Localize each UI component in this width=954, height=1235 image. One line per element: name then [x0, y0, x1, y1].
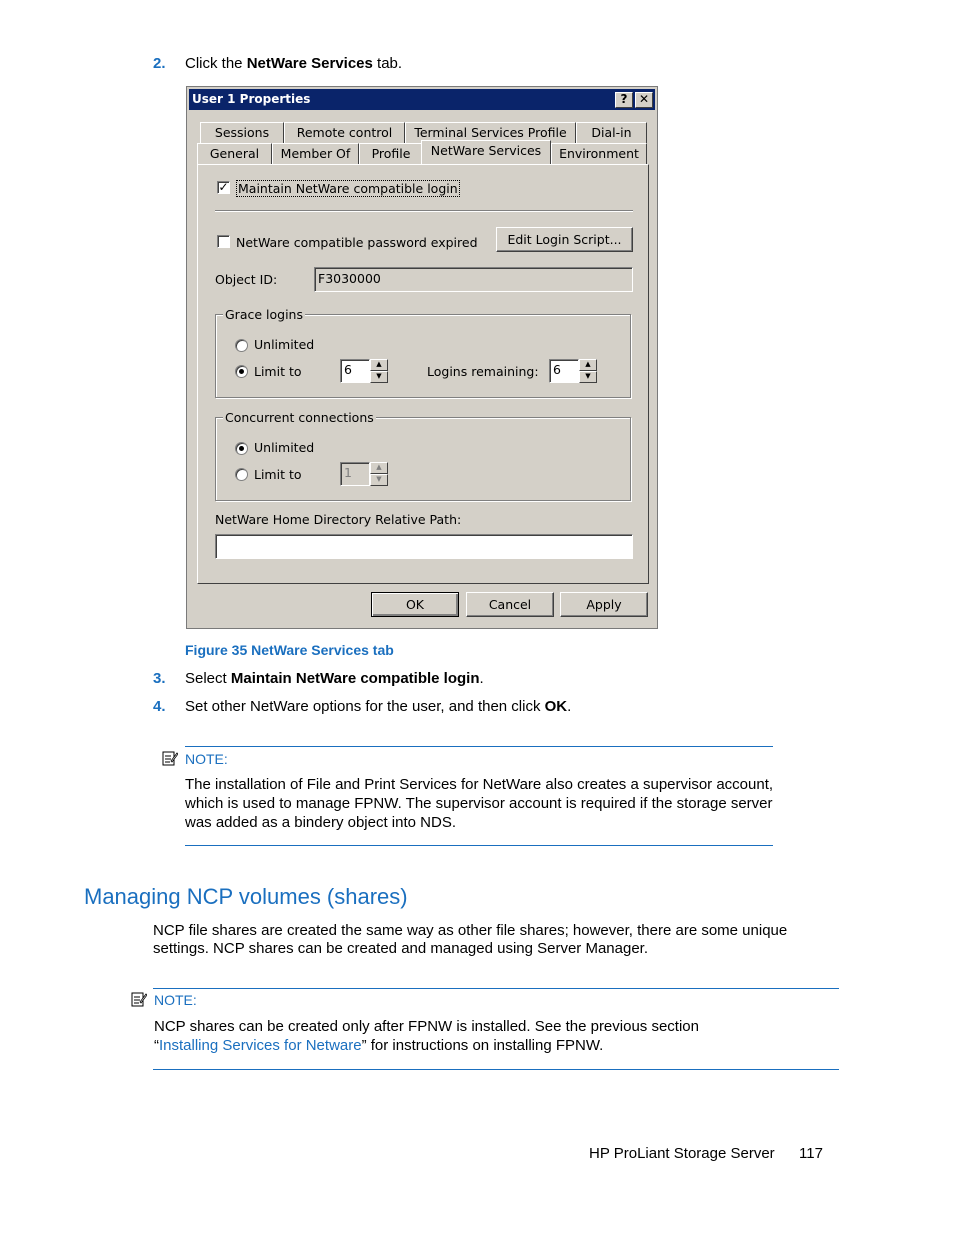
note-label: NOTE: [185, 751, 228, 767]
tab-member-of[interactable]: Member Of [272, 143, 359, 164]
tab-terminal-services-profile[interactable]: Terminal Services Profile [405, 122, 576, 143]
note-rule-top [153, 988, 839, 989]
step-bold-term: NetWare Services [246, 55, 373, 72]
quote: “ [154, 1037, 159, 1054]
step-text: . [567, 698, 572, 715]
apply-button[interactable]: Apply [560, 592, 648, 617]
note-rule-bottom [185, 845, 773, 846]
concurrent-limit-spinner[interactable] [340, 462, 388, 486]
password-expired-label: NetWare compatible password expired [236, 235, 478, 250]
help-button[interactable]: ? [615, 92, 633, 108]
tab-profile[interactable]: Profile [359, 143, 423, 164]
installing-services-link[interactable]: Installing Services for Netware [159, 1037, 362, 1054]
concurrent-limit-radio[interactable] [235, 468, 248, 481]
grace-limit-value[interactable]: 6 [340, 359, 370, 383]
footer-product: HP ProLiant Storage Server [589, 1145, 775, 1162]
logins-remaining-label: Logins remaining: [427, 364, 539, 379]
grace-limit-label: Limit to [254, 364, 302, 379]
spin-up-icon[interactable]: ▲ [370, 462, 388, 474]
edit-login-script-button[interactable]: Edit Login Script... [496, 227, 633, 252]
spin-up-icon[interactable]: ▲ [370, 359, 388, 371]
cancel-button[interactable]: Cancel [466, 592, 554, 617]
note-line: NCP shares can be created only after FPNW is installed. See the previous section [154, 1018, 699, 1035]
step-text: Select [185, 670, 231, 687]
grace-logins-group [215, 314, 631, 398]
user-properties-dialog [186, 86, 658, 629]
grace-unlimited-label: Unlimited [254, 337, 315, 352]
step-bold-term: OK [544, 698, 568, 715]
tab-remote-control[interactable]: Remote control [284, 122, 405, 143]
tab-sessions[interactable]: Sessions [200, 122, 284, 143]
spin-down-icon[interactable]: ▼ [370, 371, 388, 383]
step-3-text [185, 669, 484, 688]
tab-panel [197, 164, 649, 584]
step-bold-term: Maintain NetWare compatible login [230, 670, 480, 687]
step-number: 4. [153, 698, 166, 715]
tab-netware-services[interactable]: NetWare Services [421, 140, 551, 164]
tab-environment[interactable]: Environment [551, 143, 647, 164]
tab-dial-in[interactable]: Dial-in [576, 122, 647, 143]
step-text: . [479, 670, 484, 687]
figure-caption: Figure 35 NetWare Services tab [185, 642, 394, 658]
maintain-login-label: Maintain NetWare compatible login [238, 181, 458, 196]
section-heading: Managing NCP volumes (shares) [84, 884, 408, 909]
password-expired-checkbox[interactable] [217, 235, 230, 248]
separator [215, 210, 633, 212]
spin-down-icon[interactable]: ▼ [579, 371, 597, 383]
note-text: ” for instructions on installing FPNW. [361, 1037, 604, 1054]
step-3 [153, 669, 166, 688]
logins-remaining-spinner[interactable] [549, 359, 597, 383]
grace-logins-title: Grace logins [225, 307, 303, 322]
step-4-text [185, 697, 571, 716]
grace-unlimited-radio[interactable] [235, 339, 248, 352]
spinner-buttons [579, 359, 597, 383]
step-2 [153, 54, 166, 73]
note-rule-top [185, 746, 773, 747]
concurrent-limit-value[interactable]: 1 [340, 462, 370, 486]
grace-limit-radio[interactable] [235, 365, 248, 378]
step-2-text [185, 54, 402, 73]
home-directory-input[interactable] [215, 534, 633, 559]
note-icon [162, 750, 178, 766]
step-text: Set other NetWare options for the user, and then click [185, 698, 545, 715]
note-line: The installation of File and Print Services for NetWare also creates a supervisor account, [185, 776, 774, 793]
page-number: 117 [799, 1145, 823, 1162]
ok-button[interactable]: OK [371, 592, 459, 617]
spin-up-icon[interactable]: ▲ [579, 359, 597, 371]
logins-remaining-value[interactable]: 6 [549, 359, 579, 383]
note-line: was added as a bindery object into NDS. [185, 814, 456, 831]
note-label: NOTE: [154, 992, 197, 1008]
step-text: Click the [185, 55, 247, 72]
section-paragraph-line: NCP file shares are created the same way as other file shares; however, there are some unique [153, 922, 788, 939]
concurrent-connections-title: Concurrent connections [225, 410, 374, 425]
step-4 [153, 697, 166, 716]
step-number: 2. [153, 55, 166, 72]
maintain-login-checkbox[interactable]: ✓ [218, 180, 229, 194]
dialog-title: User 1 Properties [192, 92, 311, 106]
note-icon [131, 991, 147, 1007]
object-id-label: Object ID: [215, 272, 278, 287]
grace-limit-spinner[interactable] [340, 359, 388, 383]
step-text: tab. [372, 55, 403, 72]
concurrent-limit-label: Limit to [254, 467, 302, 482]
tab-general[interactable]: General [197, 143, 272, 164]
spinner-buttons [370, 462, 388, 486]
note-rule-bottom [153, 1069, 839, 1070]
section-paragraph-line: settings. NCP shares can be created and managed using Server Manager. [153, 940, 649, 957]
home-directory-label: NetWare Home Directory Relative Path: [215, 512, 462, 527]
close-button[interactable]: ✕ [635, 92, 653, 108]
dialog-titlebar [189, 89, 655, 110]
note-line: which is used to manage FPNW. The supervisor account is required if the storage server [185, 795, 773, 812]
note-line-with-link [154, 1036, 603, 1055]
spinner-buttons [370, 359, 388, 383]
concurrent-connections-group [215, 417, 631, 501]
object-id-field[interactable]: F3030000 [314, 267, 633, 292]
concurrent-unlimited-label: Unlimited [254, 440, 315, 455]
step-number: 3. [153, 670, 166, 687]
spin-down-icon[interactable]: ▼ [370, 474, 388, 486]
concurrent-unlimited-radio[interactable] [235, 442, 248, 455]
